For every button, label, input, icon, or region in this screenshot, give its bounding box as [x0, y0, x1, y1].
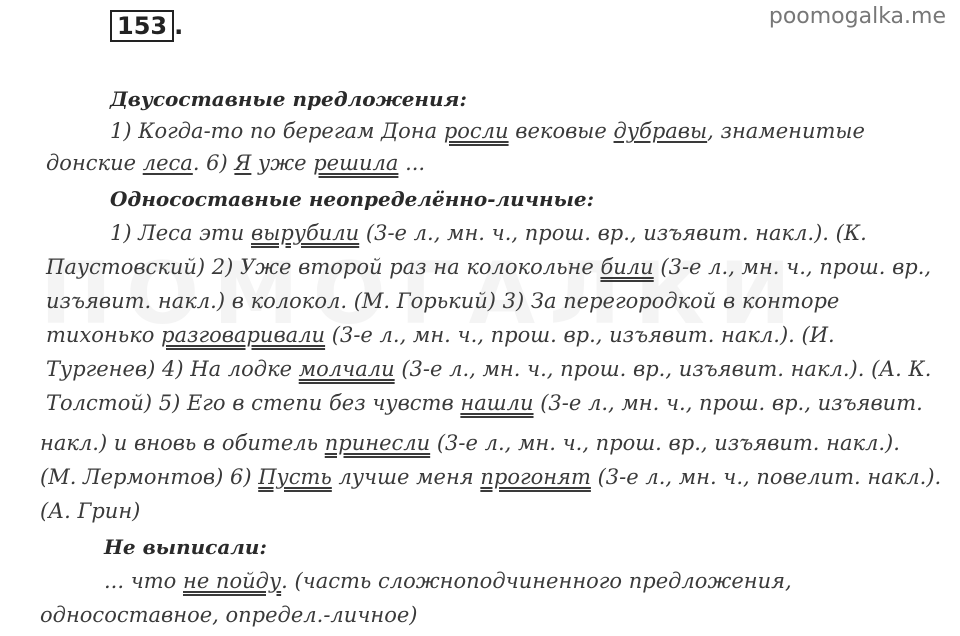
text-segment: Паустовский) 2) Уже второй раз на колокольне [46, 255, 601, 279]
predicate-word: разговаривали [161, 323, 326, 347]
text-segment: Тургенев) 4) На лодке [46, 357, 299, 381]
heading-not-written: Не выписали: [104, 535, 267, 559]
text-line [110, 220, 867, 246]
text-segment: . 6) [192, 151, 235, 175]
text-segment: (3-е л., мн. ч., прош. вр., изъявит. накл.). [430, 431, 900, 455]
text-line [104, 568, 792, 594]
predicate-word: решила [313, 151, 399, 175]
text-segment: (3-е л., мн. ч., прош. вр., изъявит. накл.). (А. К. [394, 357, 932, 381]
predicate-word: прогонят [480, 465, 591, 489]
text-segment: . (часть сложноподчиненного предложения, [281, 569, 792, 593]
predicate-word: Пусть [258, 465, 332, 489]
text-segment: донские [46, 151, 143, 175]
task-number-box: 153 [110, 10, 174, 42]
predicate-word: молчали [298, 357, 395, 381]
text-segment: (М. Лермонтов) 6) [40, 465, 259, 489]
text-line [40, 430, 900, 456]
heading-indefinite-personal: Односоставные неопределённо-личные: [110, 187, 595, 211]
text-segment: уже [251, 151, 314, 175]
subject-word: Я [234, 151, 252, 175]
heading-two-part: Двусоставные предложения: [110, 87, 467, 111]
text-segment: (3-е л., мн. ч., прош. вр., изъявит. накл.). (И. [325, 323, 835, 347]
text-line [46, 322, 835, 348]
text-line [46, 254, 931, 280]
predicate-word: вырубили [251, 221, 360, 245]
text-line: (А. Грин) [40, 499, 141, 523]
text-line [46, 356, 931, 382]
predicate-word: принесли [324, 431, 431, 455]
text-line [40, 464, 941, 490]
predicate-word: били [600, 255, 654, 279]
text-line: односоставное, определ.-личное) [40, 603, 418, 627]
text-segment: накл.) и вновь в обитель [40, 431, 325, 455]
predicate-word: росли [443, 119, 509, 143]
text-segment: ... что [104, 569, 183, 593]
text-segment: (3-е л., мн. ч., прош. вр., изъявит. накл.). (К. [359, 221, 867, 245]
text-segment: 1) Леса эти [110, 221, 252, 245]
predicate-word: нашли [460, 391, 534, 415]
subject-word: леса [142, 151, 193, 175]
text-line [46, 390, 923, 416]
text-segment: лучше меня [331, 465, 481, 489]
text-line [110, 118, 865, 144]
text-segment: (3-е л., мн. ч., прош. вр., [653, 255, 932, 279]
text-segment: (3-е л., мн. ч., повелит. накл.). [590, 465, 942, 489]
text-segment: (3-е л., мн. ч., прош. вр., изъявит. [533, 391, 923, 415]
task-number [110, 10, 183, 42]
predicate-word: не пойду [183, 569, 282, 593]
text-line: изъявит. накл.) в колокол. (М. Горький) 3) За перегородкой в конторе [46, 289, 840, 313]
text-segment: Толстой) 5) Его в степи без чувств [46, 391, 461, 415]
text-segment: тихонько [46, 323, 162, 347]
text-line [46, 150, 425, 176]
text-segment: , знаменитые [707, 119, 865, 143]
subject-word: дубравы [613, 119, 708, 143]
text-segment: вековые [508, 119, 614, 143]
text-segment: 1) Когда-то по берегам Дона [110, 119, 444, 143]
task-number-dot: . [174, 12, 184, 40]
site-label: poomogalka.me [768, 4, 946, 29]
text-segment: ... [398, 151, 426, 175]
